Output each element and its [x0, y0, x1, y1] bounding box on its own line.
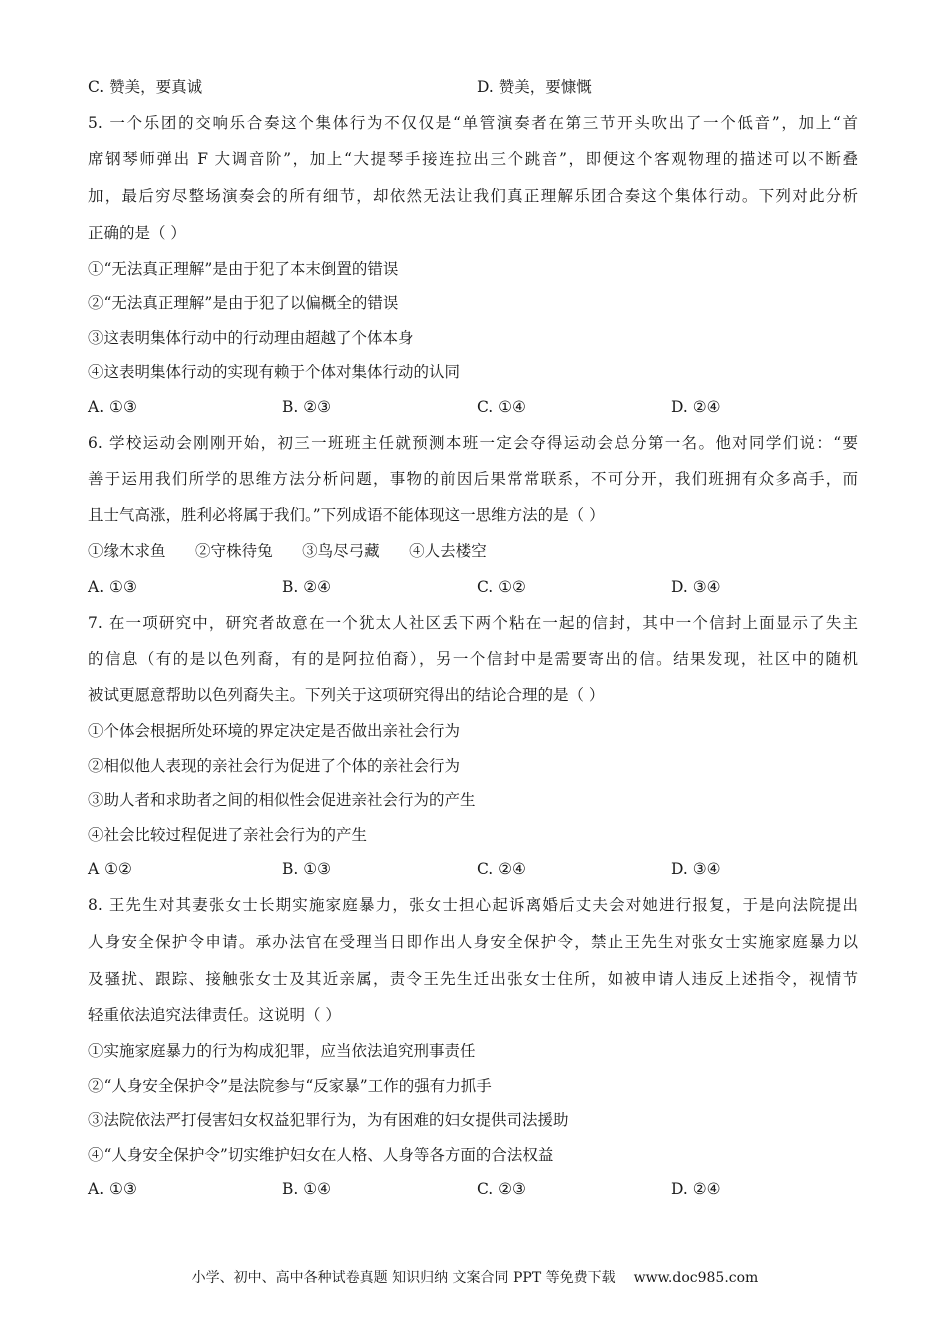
q7-statement: ③助人者和求助者之间的相似性会促进亲社会行为的产生 [88, 791, 476, 809]
q8-statement: ④“人身安全保护令”切实维护妇女在人格、人身等各方面的合法权益 [88, 1146, 554, 1164]
q5-statement: ①“无法真正理解”是由于犯了本末倒置的错误 [88, 260, 399, 278]
q6-stem-line: 善于运用我们所学的思维方法分析问题，事物的前因后果常常联系，不可分开，我们班拥有众多高手，而 [88, 470, 858, 488]
q8-stem-line: 人身安全保护令申请。承办法官在受理当日即作出人身安全保护令，禁止王先生对张女士实施家庭暴力以 [88, 933, 858, 951]
q8-stem-line: 及骚扰、跟踪、接触张女士及其近亲属，责令王先生迁出张女士住所，如被申请人违反上述指令，视情节 [88, 970, 858, 988]
option-c: C. ②④ [477, 860, 526, 878]
option-b: B. ①③ [282, 860, 332, 878]
option-b: B. ②③ [282, 398, 332, 416]
option-b: B. ①④ [282, 1180, 332, 1198]
option-d: D. ③④ [671, 860, 721, 878]
footer-text: 小学、初中、高中各种试卷真题 知识归纳 文案合同 PPT 等免费下载 [191, 1270, 616, 1286]
footer-website-link[interactable]: www.doc985.com [633, 1270, 759, 1286]
option-a: A. ①③ [88, 1180, 137, 1198]
q7-stem-line: 被试更愿意帮助以色列裔失主。下列关于这项研究得出的结论合理的是（ ） [88, 686, 605, 704]
q5-stem-line: 加，最后穷尽整场演奏会的所有细节，却依然无法让我们真正理解乐团合奏这个集体行动。下列对此分析 [88, 187, 858, 205]
q5-statement: ②“无法真正理解”是由于犯了以偏概全的错误 [88, 294, 399, 312]
q8-statement: ②“人身安全保护令”是法院参与“反家暴”工作的强有力抓手 [88, 1077, 492, 1095]
option-b: B. ②④ [282, 578, 332, 596]
q8-statement: ①实施家庭暴力的行为构成犯罪，应当依法追究刑事责任 [88, 1042, 476, 1060]
option-d: D. 赞美，要慷慨 [477, 78, 592, 96]
q5-stem-line: 正确的是（ ） [88, 224, 186, 242]
q5-statement: ③这表明集体行动中的行动理由超越了个体本身 [88, 329, 414, 347]
option-d: D. ③④ [671, 578, 721, 596]
q6-stem-line: 6. 学校运动会刚刚开始，初三一班班主任就预测本班一定会夺得运动会总分第一名。他对同学们说：“要 [88, 434, 858, 452]
q5-stem-line: 席钢琴师弹出 F 大调音阶”，加上“大提琴手接连拉出三个跳音”，即便这个客观物理的描述可以不断叠 [88, 150, 858, 168]
option-d: D. ②④ [671, 1180, 721, 1198]
q5-statement: ④这表明集体行动的实现有赖于个体对集体行动的认同 [88, 363, 461, 381]
option-c: C. ②③ [477, 1180, 526, 1198]
q7-stem-line: 的信息（有的是以色列裔，有的是阿拉伯裔），另一个信封中是需要寄出的信。结果发现，社区中的随机 [88, 650, 858, 668]
option-d: D. ②④ [671, 398, 721, 416]
option-a: A. ①③ [88, 398, 137, 416]
q8-statement: ③法院依法严打侵害妇女权益犯罪行为，为有困难的妇女提供司法援助 [88, 1111, 569, 1129]
option-a: A. ①③ [88, 578, 137, 596]
q7-statement: ①个体会根据所处环境的界定决定是否做出亲社会行为 [88, 722, 461, 740]
page-footer [0, 1268, 950, 1288]
option-c: C. 赞美，要真诚 [88, 78, 203, 96]
q7-stem-line: 7. 在一项研究中，研究者故意在一个犹太人社区丢下两个粘在一起的信封，其中一个信封上面显示了失主 [88, 614, 858, 632]
q8-stem-line: 8. 王先生对其妻张女士长期实施家庭暴力，张女士担心起诉离婚后丈夫会对她进行报复，于是向法院提出 [88, 896, 858, 914]
q5-stem-line: 5. 一个乐团的交响乐合奏这个集体行为不仅仅是“单管演奏者在第三节开头吹出了一个低音”，加上“首 [88, 114, 858, 132]
q6-statements: ①缘木求鱼 ②守株待兔 ③鸟尽弓藏 ④人去楼空 [88, 542, 487, 560]
q6-stem-line: 且士气高涨，胜利必将属于我们。”下列成语不能体现这一思维方法的是（ ） [88, 506, 605, 524]
q7-statement: ④社会比较过程促进了亲社会行为的产生 [88, 826, 368, 844]
option-a: A ①② [88, 860, 132, 878]
option-c: C. ①② [477, 578, 526, 596]
q7-statement: ②相似他人表现的亲社会行为促进了个体的亲社会行为 [88, 757, 461, 775]
option-c: C. ①④ [477, 398, 526, 416]
q8-stem-line: 轻重依法追究法律责任。这说明（ ） [88, 1006, 341, 1024]
